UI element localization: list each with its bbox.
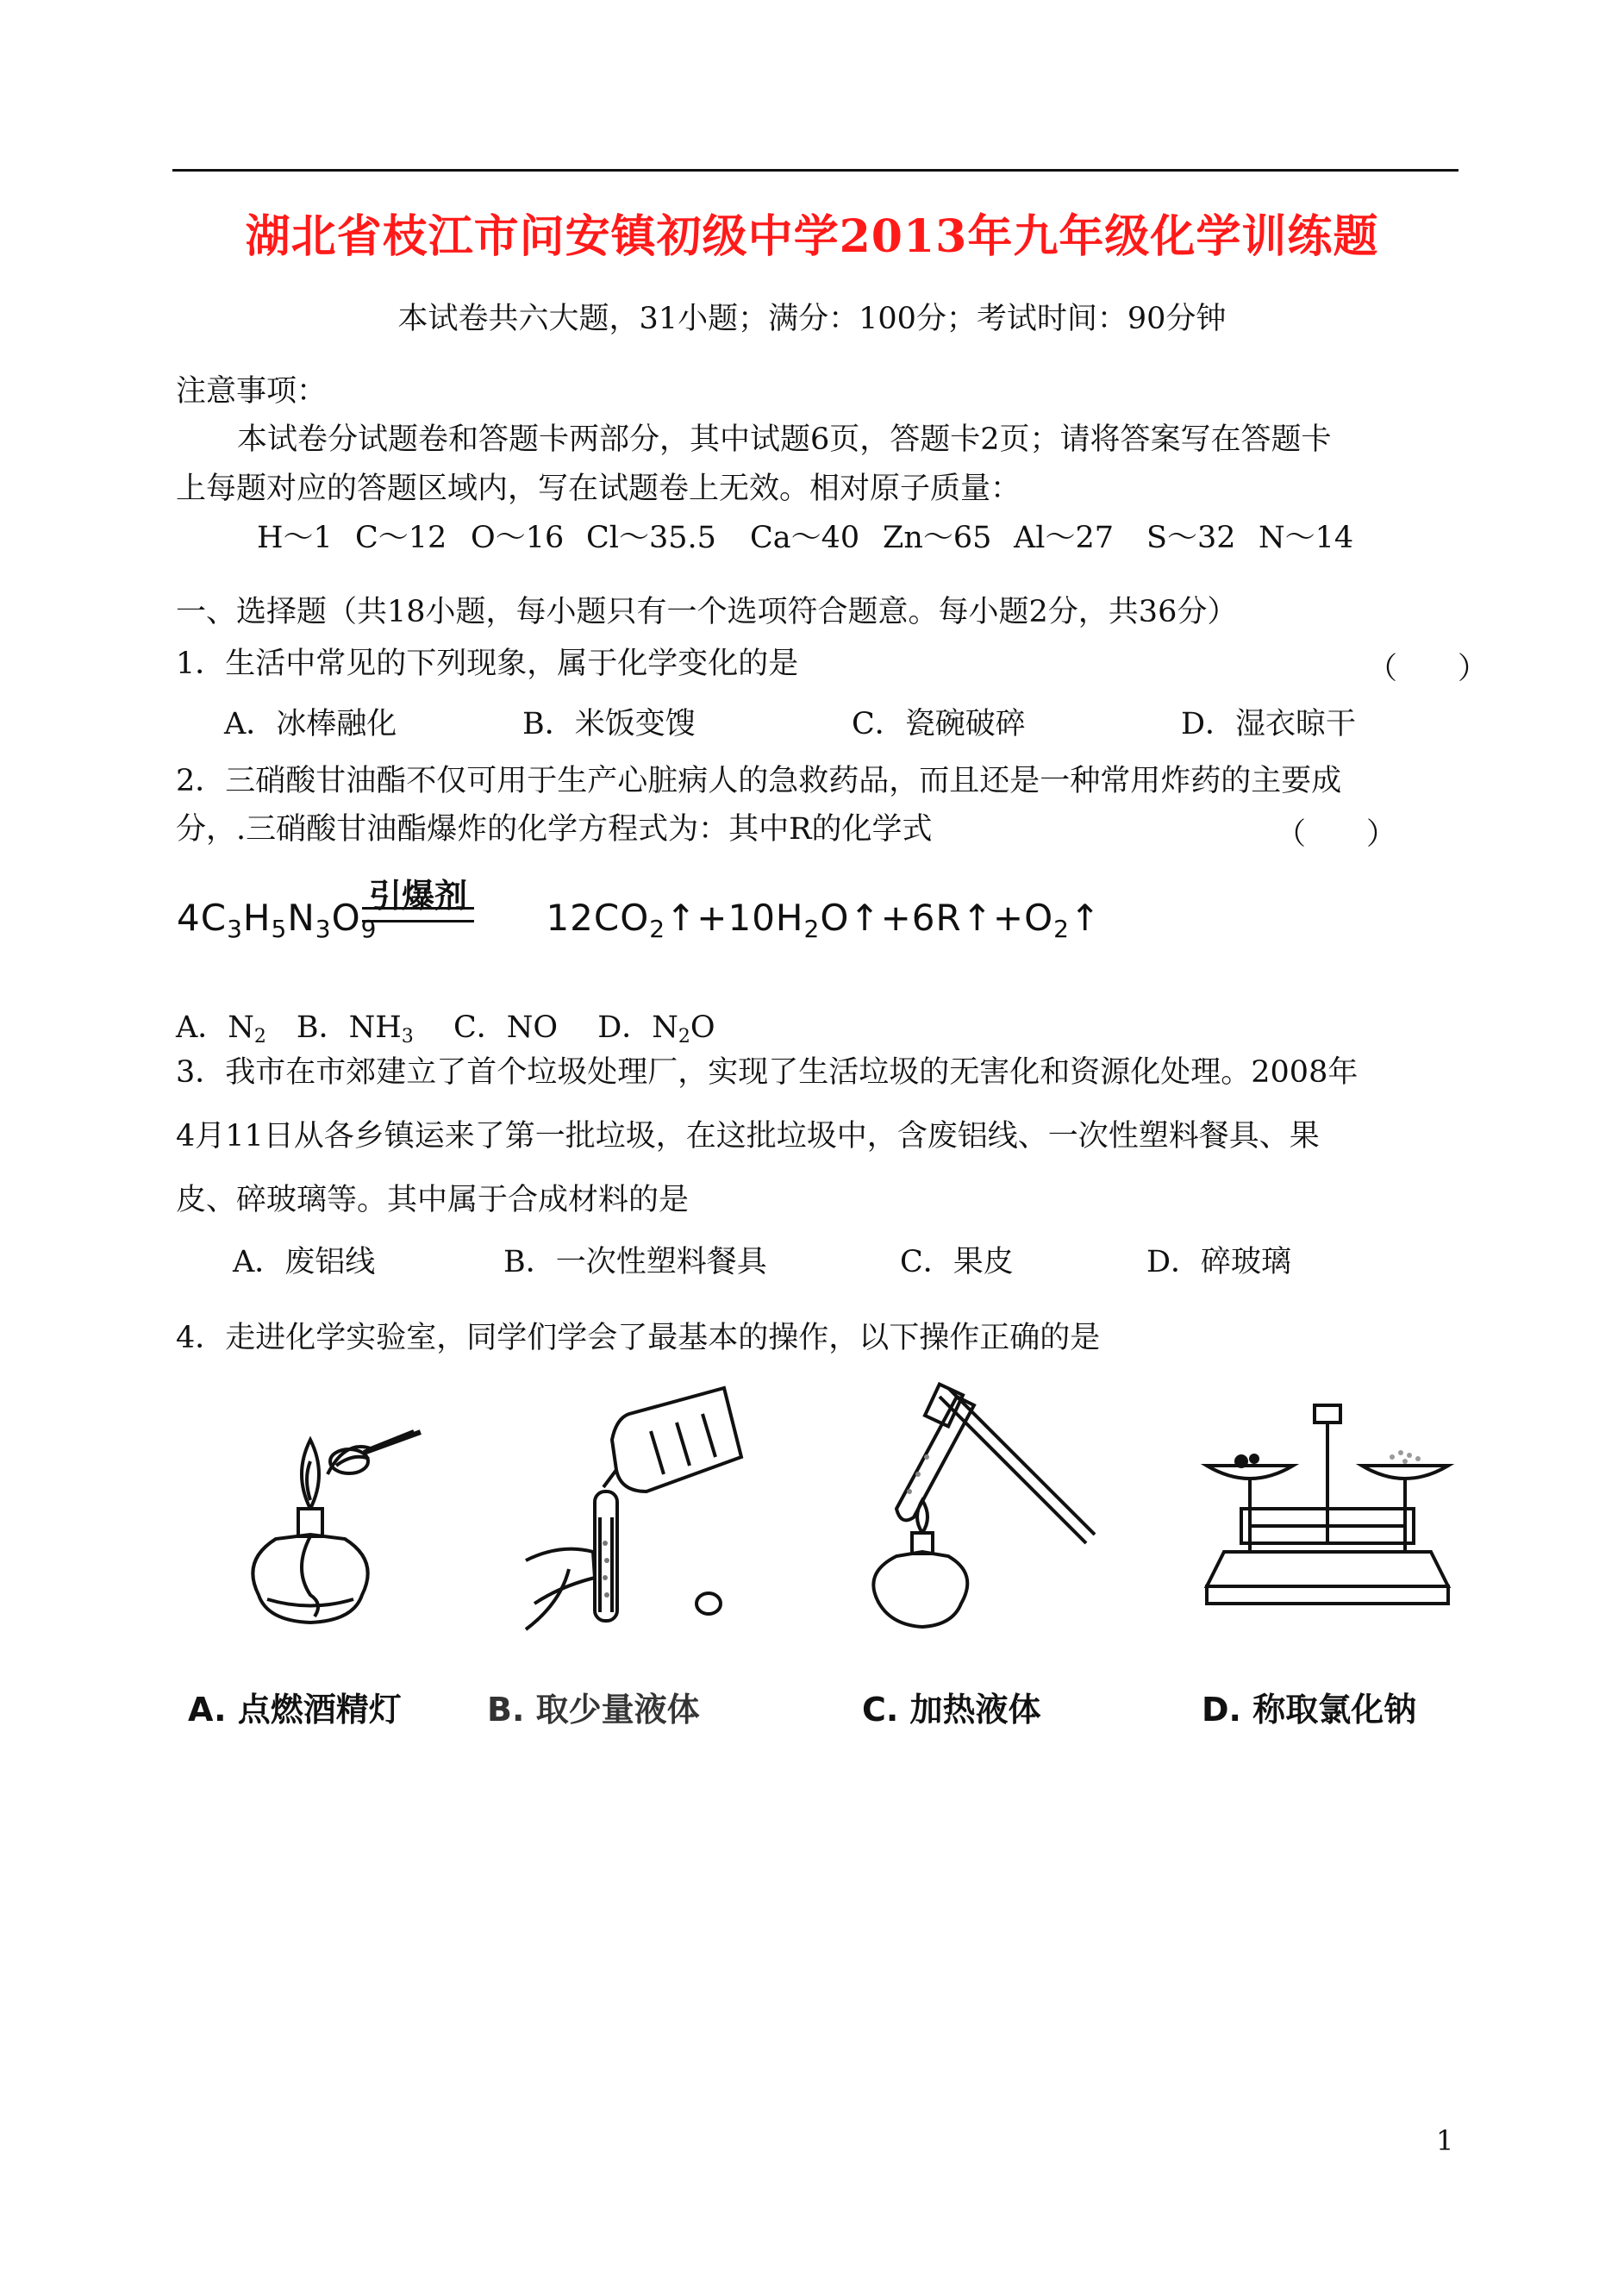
notice-line-1: 本试卷分试题卷和答题卡两部分，其中试题6页，答题卡2页；请将答案写在答题卡 bbox=[237, 422, 1332, 457]
alcohol-lamp-figure bbox=[224, 1379, 448, 1673]
q1-option-d: D．湿衣晾干 bbox=[1181, 707, 1357, 741]
mass-item: Ca～40 bbox=[750, 521, 860, 555]
q2-option-c: C．NO bbox=[453, 1010, 559, 1045]
heat-liquid-figure bbox=[845, 1379, 1103, 1664]
q2-line-1: 2．三硝酸甘油酯不仅可用于生产心脏病人的急救药品，而且还是一种常用炸药的主要成 bbox=[176, 764, 1342, 798]
q1-option-c: C．瓷碗破碎 bbox=[852, 707, 1026, 741]
q2-options bbox=[176, 1009, 715, 1056]
balance-scale-figure bbox=[1190, 1379, 1474, 1664]
figure-label-b: B. 取少量液体 bbox=[487, 1691, 700, 1729]
mass-item: O～16 bbox=[471, 521, 565, 555]
mass-item: Cl～35.5 bbox=[586, 521, 716, 555]
notice-line-2: 上每题对应的答题区域内，写在试题卷上无效。相对原子质量： bbox=[176, 472, 1021, 506]
q3-option-c: C．果皮 bbox=[900, 1245, 1014, 1279]
q1-answer-paren: （ ） bbox=[1367, 652, 1489, 686]
q3-option-b: B．一次性塑料餐具 bbox=[503, 1245, 767, 1279]
page-title: 湖北省枝江市问安镇初级中学2013年九年级化学训练题 bbox=[245, 210, 1379, 263]
mass-item: H～1 bbox=[257, 521, 333, 555]
mass-item: S～32 bbox=[1146, 521, 1236, 555]
page-number: 1 bbox=[1436, 2124, 1454, 2157]
q2-option-b: B．$NH_3$ bbox=[296, 1010, 414, 1047]
q1-option-b: B．米饭变馊 bbox=[522, 707, 696, 741]
reaction-condition: 引爆剂 bbox=[368, 877, 467, 915]
q1-option-a: A．冰棒融化 bbox=[224, 707, 397, 741]
figure-label-a: A. 点燃酒精灯 bbox=[188, 1691, 402, 1729]
mass-item: C～12 bbox=[355, 521, 447, 555]
q3-option-a: A．废铝线 bbox=[233, 1245, 376, 1279]
q1-stem: 1．生活中常见的下列现象，属于化学变化的是 bbox=[176, 647, 799, 681]
q3-line-3: 皮、碎玻璃等。其中属于合成材料的是 bbox=[176, 1183, 690, 1217]
section-heading: 一、选择题（共18小题，每小题只有一个选项符合题意。每小题2分，共36分） bbox=[176, 595, 1238, 629]
header-rule bbox=[172, 169, 1458, 172]
mass-item: Zn～65 bbox=[883, 521, 992, 555]
q2-answer-paren: （ ） bbox=[1276, 817, 1397, 852]
figure-label-d: D. 称取氯化钠 bbox=[1202, 1691, 1417, 1729]
mass-item: N～14 bbox=[1259, 521, 1354, 555]
q3-option-d: D．碎玻璃 bbox=[1146, 1245, 1292, 1279]
chemical-equation: $4C_3H_5N_3O_9$ $12CO_2↑+10H_2O↑+6R↑+O_2↑$ bbox=[177, 897, 1102, 943]
q3-line-2: 4月11日从各乡镇运来了第一批垃圾，在这批垃圾中，含废铝线、一次性塑料餐具、果 bbox=[176, 1119, 1320, 1154]
pour-liquid-figure bbox=[509, 1379, 784, 1673]
q2-line-2: 分，.三硝酸甘油酯爆炸的化学方程式为：其中R的化学式 bbox=[176, 812, 933, 847]
q4-stem: 4．走进化学实验室，同学们学会了最基本的操作，以下操作正确的是 bbox=[176, 1321, 1101, 1355]
q3-line-1: 3．我市在市郊建立了首个垃圾处理厂，实现了生活垃圾的无害化和资源化处理。2008年 bbox=[176, 1055, 1359, 1090]
notice-heading: 注意事项： bbox=[176, 374, 328, 409]
figure-label-c: C. 加热液体 bbox=[862, 1691, 1041, 1729]
q2-option-a: A．$N_2$ bbox=[176, 1010, 266, 1047]
q2-option-d: D．$N_2O$ bbox=[597, 1010, 715, 1047]
mass-item: Al～27 bbox=[1014, 521, 1115, 555]
exam-info: 本试卷共六大题，31小题；满分：100分；考试时间：90分钟 bbox=[397, 302, 1227, 336]
